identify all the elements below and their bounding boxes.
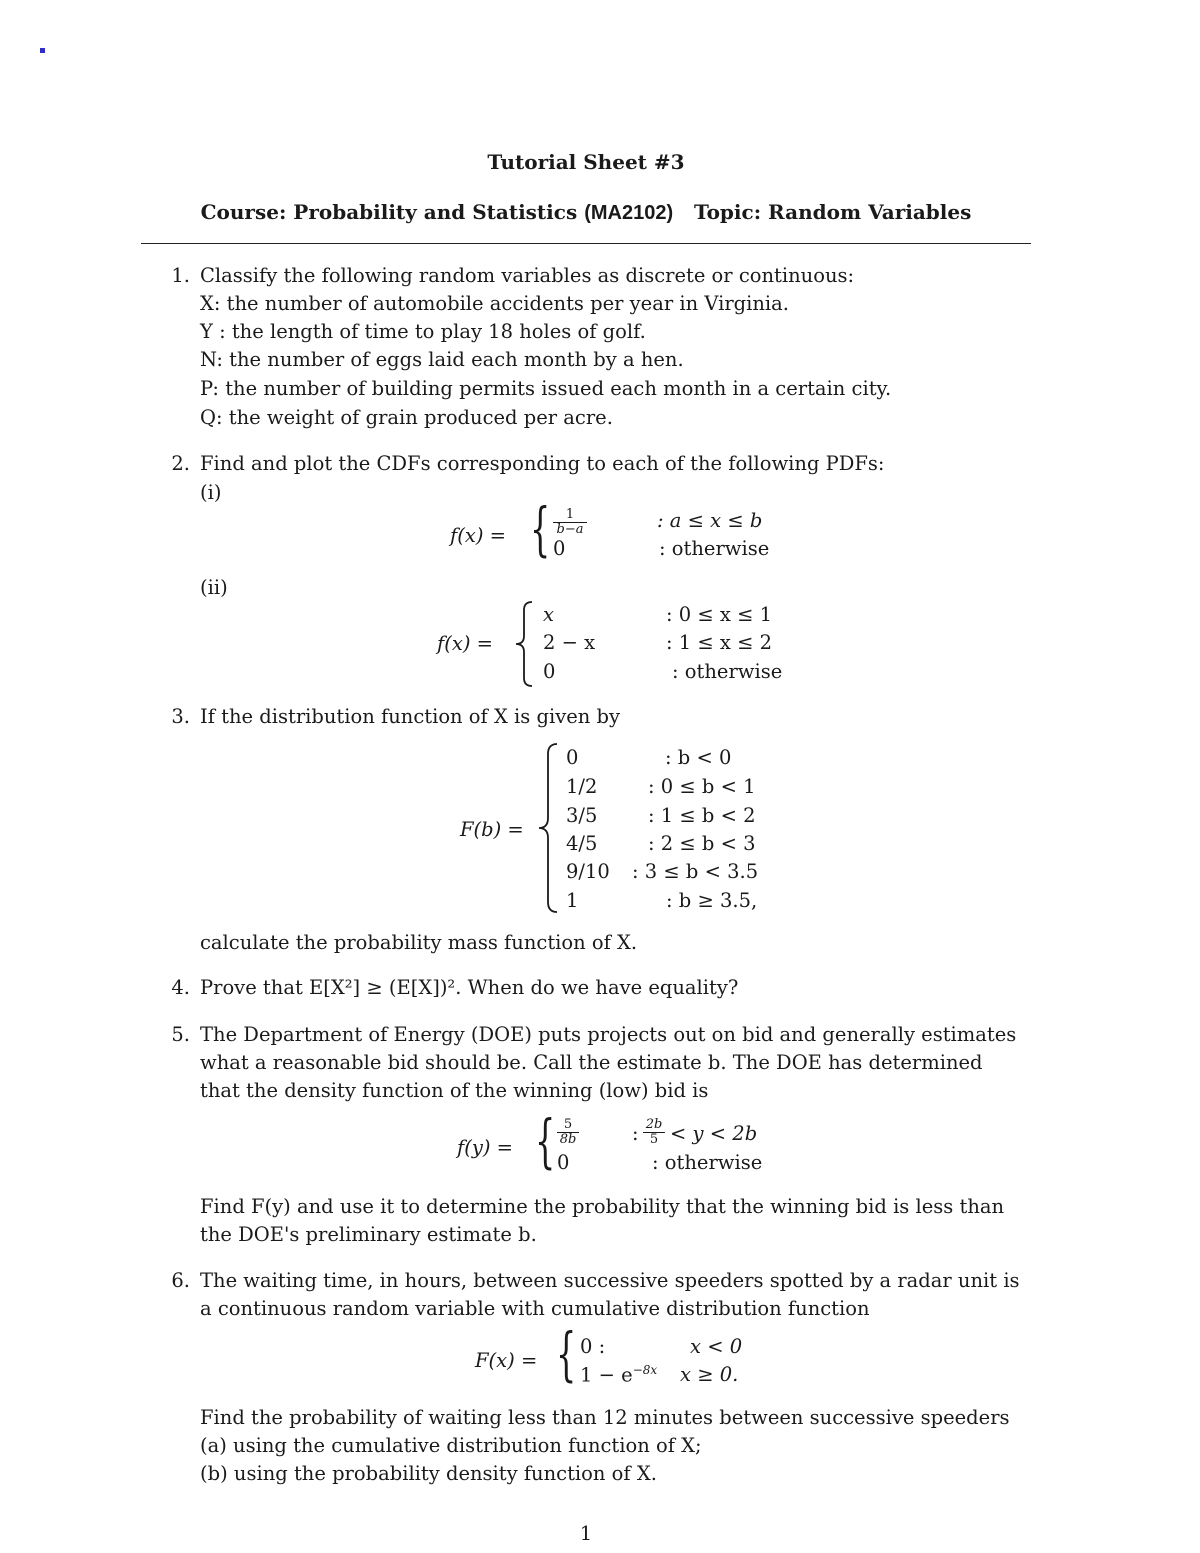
q3-cond: : 0 ≤ b < 1: [648, 775, 756, 798]
q2-part2-label: (ii): [200, 576, 228, 599]
q5-line: what a reasonable bid should be. Call the estimate b. The DOE has determined: [200, 1051, 983, 1074]
q3-val: 4/5: [566, 832, 598, 855]
q5-cond-fraction: [643, 1118, 665, 1147]
q2-text: Find and plot the CDFs corresponding to each of the following PDFs:: [200, 452, 885, 475]
q6-after: Find the probability of waiting less than 12 minutes between successive speeders: [200, 1406, 1010, 1429]
q5-after: the DOE's preliminary estimate b.: [200, 1223, 537, 1246]
q3-lhs: F(b) =: [460, 818, 524, 841]
fraction-denominator: 5: [643, 1132, 665, 1147]
q5-line: The Department of Energy (DOE) puts projects out on bid and generally estimates: [200, 1023, 1017, 1046]
fraction-numerator: 5: [563, 1117, 573, 1132]
q3-val: 1/2: [566, 775, 598, 798]
q3-val: 1: [566, 889, 579, 912]
q1-line: P: the number of building permits issued each month in a certain city.: [200, 377, 892, 400]
q2-part1-cond2: : otherwise: [659, 537, 770, 560]
q5-lhs: f(y) =: [457, 1136, 513, 1159]
brace: {: [556, 1320, 577, 1388]
q3-cond: : b < 0: [665, 746, 732, 769]
q1-line: Y : the length of time to play 18 holes of golf.: [200, 320, 646, 343]
q3-number: 3.: [171, 705, 190, 728]
q3-cond: : 1 ≤ b < 2: [648, 804, 756, 827]
q1-line: Q: the weight of grain produced per acre.: [200, 406, 613, 429]
q1-line: N: the number of eggs laid each month by a hen.: [200, 348, 684, 371]
q1-line: X: the number of automobile accidents per year in Virginia.: [200, 292, 789, 315]
q3-val: 0: [566, 746, 579, 769]
q5-cond2: : otherwise: [652, 1151, 763, 1174]
page-number: 1: [579, 1522, 593, 1545]
q1-number: 1.: [171, 264, 190, 287]
header-divider: [141, 243, 1031, 244]
course-code: (MA2102): [584, 202, 674, 224]
q4-text: Prove that E[X²] ≥ (E[X])². When do we have equality?: [200, 976, 739, 999]
fraction-numerator: 2b: [645, 1117, 663, 1132]
q6-row2-cond: x ≥ 0.: [680, 1363, 739, 1386]
brace: [535, 742, 561, 914]
q5-after: Find F(y) and use it to determine the probability that the winning bid is less than: [200, 1195, 1005, 1218]
q6-row2-base: 1 − e: [580, 1363, 633, 1387]
q6-line: a continuous random variable with cumulative distribution function: [200, 1297, 870, 1320]
q2-part2-cond: : otherwise: [672, 660, 783, 683]
q6-row1-cond: x < 0: [690, 1335, 743, 1358]
fraction-denominator: 8b: [557, 1132, 579, 1147]
page-title: Tutorial Sheet #3: [487, 150, 685, 174]
q6-row1-val: 0 :: [580, 1335, 606, 1358]
q2-part1-cond1: : a ≤ x ≤ b: [657, 509, 763, 532]
q3-after: calculate the probability mass function of X.: [200, 931, 638, 954]
q6-lhs: F(x) =: [475, 1349, 538, 1372]
q6-line: The waiting time, in hours, between successive speeders spotted by a radar unit is: [200, 1269, 1020, 1292]
q3-cond: : 3 ≤ b < 3.5: [632, 860, 759, 883]
q2-part2-val: 2 − x: [543, 631, 596, 654]
brace: {: [530, 495, 551, 563]
q3-val: 3/5: [566, 804, 598, 827]
q6-row2-exponent: −8x: [632, 1363, 658, 1377]
q4-number: 4.: [171, 976, 190, 999]
brace: {: [535, 1107, 556, 1175]
q1-line: Classify the following random variables as discrete or continuous:: [200, 264, 855, 287]
q2-part2-lhs: f(x) =: [437, 632, 493, 655]
q6-number: 6.: [171, 1269, 190, 1292]
fraction-denominator: b−a: [553, 522, 587, 537]
q2-part1-val2: 0: [553, 537, 566, 560]
q2-part2-cond: : 0 ≤ x ≤ 1: [666, 603, 773, 626]
q6-after: (b) using the probability density function of X.: [200, 1462, 657, 1485]
q5-cond1-colon: :: [632, 1122, 639, 1145]
q5-line: that the density function of the winning (low) bid is: [200, 1079, 709, 1102]
q3-cond: : b ≥ 3.5,: [666, 889, 758, 912]
q5-fraction: [557, 1118, 579, 1147]
q3-val: 9/10: [566, 860, 610, 883]
q5-number: 5.: [171, 1023, 190, 1046]
q2-number: 2.: [171, 452, 190, 475]
fraction-numerator: 1: [565, 507, 575, 522]
q3-text: If the distribution function of X is given by: [200, 705, 621, 728]
q6-after: (a) using the cumulative distribution function of X;: [200, 1434, 702, 1457]
q2-part2-cond: : 1 ≤ x ≤ 2: [666, 631, 773, 654]
corner-mark: [40, 48, 45, 53]
q5-cond1: < y < 2b: [670, 1122, 758, 1145]
q6-row2-expr: [580, 1363, 657, 1387]
q2-part2-val: x: [543, 603, 554, 626]
brace: [512, 600, 536, 688]
q2-part1-label: (i): [200, 481, 222, 504]
course-line: [0, 200, 1172, 225]
q2-part1-lhs: f(x) =: [450, 524, 506, 547]
course-name: Course: Probability and Statistics: [200, 200, 578, 224]
q3-cond: : 2 ≤ b < 3: [648, 832, 756, 855]
q5-val2: 0: [557, 1151, 570, 1174]
topic: Topic: Random Variables: [694, 200, 972, 224]
q2-part2-val: 0: [543, 660, 556, 683]
q2-part1-fraction: [553, 508, 587, 537]
